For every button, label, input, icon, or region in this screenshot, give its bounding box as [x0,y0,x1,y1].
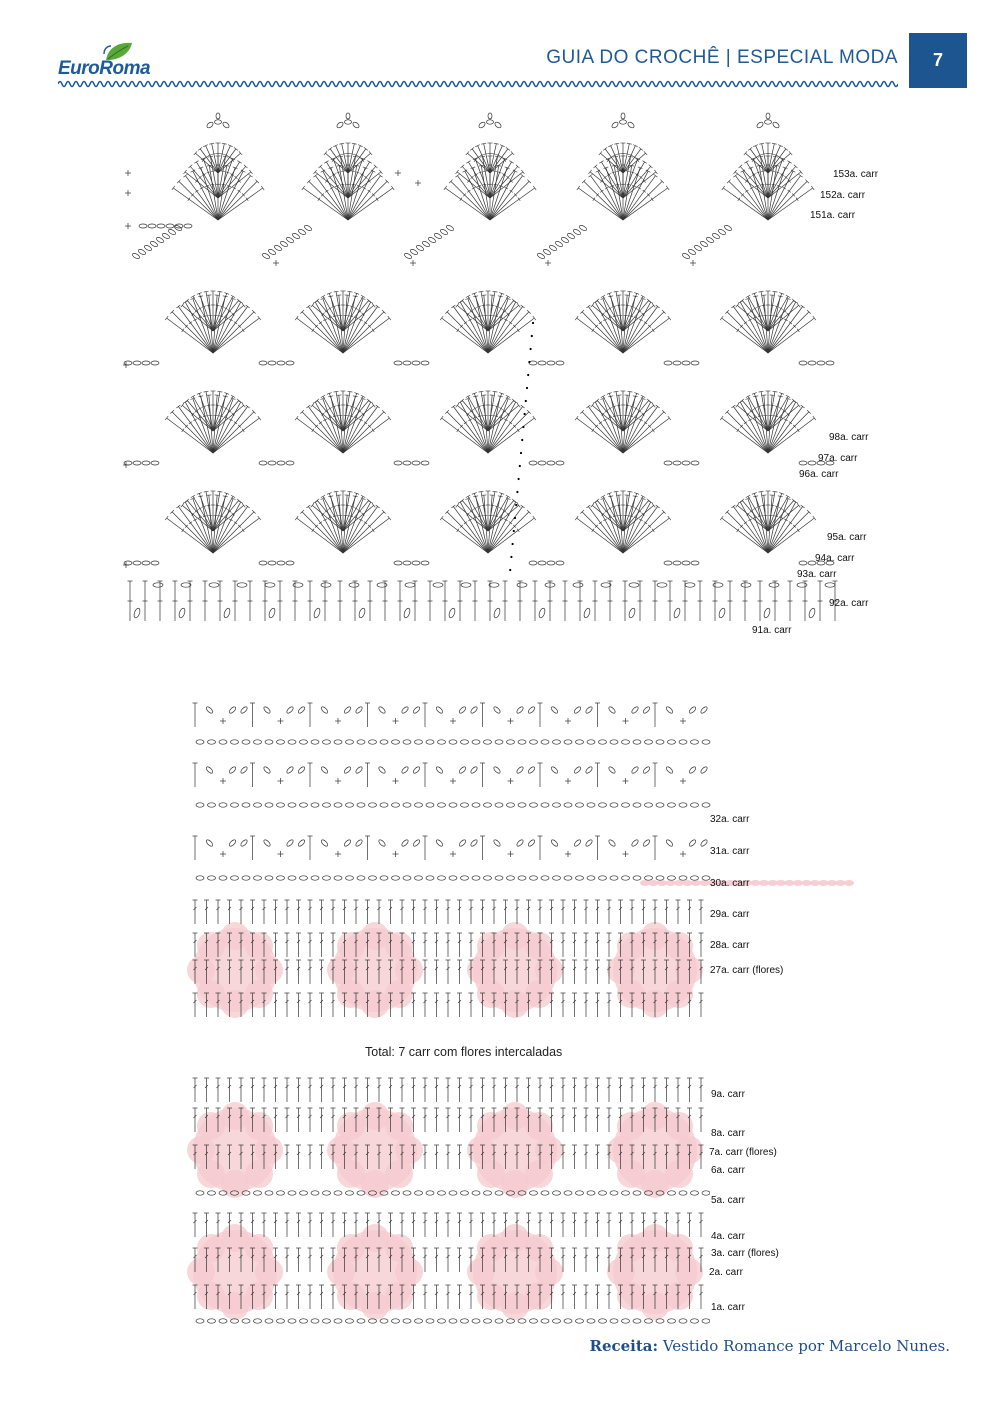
row-label-28: 28a. carr [710,940,750,951]
row-label-152: 152a. carr [820,190,866,201]
row-label-95: 95a. carr [827,532,867,543]
row-label-32: 32a. carr [710,814,750,825]
row-label-30: 30a. carr [710,878,750,889]
wave-divider [58,77,898,91]
row-label-92: 92a. carr [829,598,869,609]
row-label-6: 6a. carr [711,1165,745,1176]
page-number: 7 [909,33,967,88]
row-label-94: 94a. carr [815,553,855,564]
recipe-credit [589,1337,950,1355]
row-label-3: 3a. carr (flores) [711,1248,779,1259]
brand-name: EuroRoma [58,58,151,79]
row-label-31: 31a. carr [710,846,750,857]
row-label-8: 8a. carr [711,1128,745,1139]
row-label-4: 4a. carr [711,1231,745,1242]
brand-logo [58,40,158,80]
credit-text: Vestido Romance por Marcelo Nunes. [658,1337,950,1355]
chart-caption: Total: 7 carr com flores intercaladas [365,1045,563,1059]
crochet-chart-grid-lower [170,1075,710,1330]
row-label-1: 1a. carr [711,1302,745,1313]
credit-prefix: Receita: [589,1337,659,1355]
row-label-98: 98a. carr [829,432,869,443]
row-label-5: 5a. carr [711,1195,745,1206]
crochet-chart-middle [118,273,848,648]
row-label-2: 2a. carr [709,1267,743,1278]
row-label-96: 96a. carr [799,469,839,480]
crochet-chart-grid-upper [170,700,860,1035]
row-label-29: 29a. carr [710,909,750,920]
row-label-9: 9a. carr [711,1089,745,1100]
row-label-7: 7a. carr (flores) [709,1147,777,1158]
row-label-27: 27a. carr (flores) [710,965,784,976]
crochet-chart-top [118,108,828,273]
row-label-153: 153a. carr [833,169,879,180]
row-label-91: 91a. carr [752,625,792,636]
row-label-151: 151a. carr [810,210,856,221]
page-title: GUIA DO CROCHÊ | ESPECIAL MODA [546,47,898,68]
page-header [0,0,999,100]
row-label-97: 97a. carr [818,453,858,464]
row-label-93: 93a. carr [797,569,837,580]
